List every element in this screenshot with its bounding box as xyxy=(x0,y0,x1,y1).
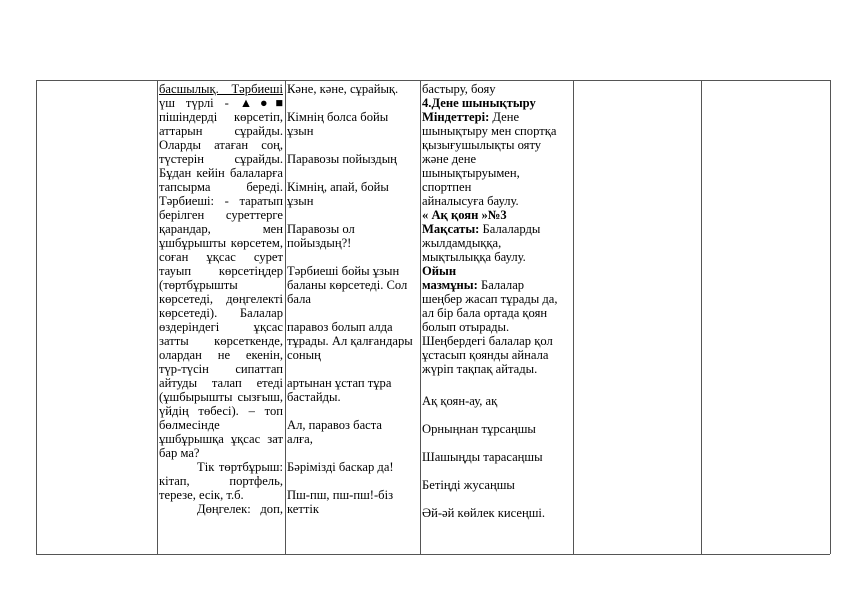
text-line: берілген суреттерге xyxy=(159,208,283,222)
section-title: 4.Дене шынықтыру xyxy=(422,96,536,110)
text-line: затты көрсеткенде, xyxy=(159,334,283,348)
song-block xyxy=(287,82,418,96)
text-line: бала xyxy=(287,292,311,306)
text-line: Пш-пш, пш-пш!-біз xyxy=(287,488,394,502)
text-line: Паравозы пойыздың xyxy=(287,152,397,166)
tasks-text: Дене xyxy=(489,110,520,124)
tasks-line: және дене xyxy=(422,152,477,166)
table-col-border xyxy=(573,80,574,554)
goal-line: жылдамдыққа, xyxy=(422,236,502,250)
game-title: « Ақ қоян »№3 xyxy=(422,208,507,222)
text-line: бөлмесінде xyxy=(159,418,220,432)
text-line: Бәрімізді баскар да! xyxy=(287,460,394,474)
text-line: (ұшбырышты сызғыш, xyxy=(159,390,283,404)
text-line: бар ма? xyxy=(159,446,200,460)
text-line: пойыздың?! xyxy=(287,236,352,250)
text-line: Тік төртбұрыш: xyxy=(197,460,283,474)
text-line: Бұдан кейін балаларға xyxy=(159,166,283,180)
text-line: соған ұқсас сурет xyxy=(159,250,283,264)
text-line: Кімнің, апай, бойы xyxy=(287,180,389,194)
text-line: баланы көрсетеді. Сол xyxy=(287,278,408,292)
text-line: олардан не екенін, xyxy=(159,348,283,362)
song-block xyxy=(287,460,418,474)
text-line: тауып көрсетіңдер xyxy=(159,264,283,278)
text-line: ұшбұрышты көрсетем, xyxy=(159,236,283,250)
game-label: Ойын xyxy=(422,264,457,278)
table-col-border xyxy=(36,80,37,554)
poem-line: Әй-әй көйлек кисеңші. xyxy=(422,506,546,520)
content-line: шеңбер жасап тұрады да, xyxy=(422,292,558,306)
text-line: көрсетеді). Балалар xyxy=(159,306,283,320)
text-line: алға, xyxy=(287,432,313,446)
text-line: түр-түсін сипаттап xyxy=(159,362,283,376)
song-block xyxy=(287,222,418,250)
text-line: терезе, есік, т.б. xyxy=(159,488,244,502)
text-line: паравоз болып алда xyxy=(287,320,393,334)
song-block xyxy=(287,110,418,138)
intro-text: бастыру, бояу xyxy=(422,82,496,96)
column-1-cell xyxy=(159,82,283,516)
poem-line: Бетіңді жусаңшы xyxy=(422,478,515,492)
content-line: ұстасып қоянды айнала xyxy=(422,348,549,362)
text-line: Тәрбиеші бойы ұзын xyxy=(287,264,400,278)
text-line: пішіндерді көрсетіп, xyxy=(159,110,283,124)
table-col-border xyxy=(420,80,421,554)
table-top-border xyxy=(36,80,830,81)
content-text: Балалар xyxy=(477,278,525,292)
text-line: басшылық. Тәрбиеші xyxy=(159,82,283,96)
song-block xyxy=(287,320,418,362)
column-3-cell xyxy=(422,82,572,534)
song-block xyxy=(287,152,418,166)
content-label: мазмұны: xyxy=(422,278,478,292)
text-line: Ал, паравоз баста xyxy=(287,418,383,432)
text-line: көрсетеді, дөңгелекті xyxy=(159,292,283,306)
table-bottom-border xyxy=(36,554,830,555)
content-line: болып отырады. xyxy=(422,320,510,334)
text-line: бастайды. xyxy=(287,390,341,404)
goal-text: Балаларды xyxy=(479,222,541,236)
text-line: артынан ұстап тұра xyxy=(287,376,392,390)
text-line: түстерін сұрайды. xyxy=(159,152,283,166)
content-line: ал бір бала ортада қоян xyxy=(422,306,548,320)
tasks-label: Міндеттері: xyxy=(422,110,490,124)
song-block xyxy=(287,488,418,516)
text-line: ұзын xyxy=(287,194,314,208)
text-line: аттарын сұрайды. xyxy=(159,124,283,138)
text-line: айтуды талап етеді xyxy=(159,376,283,390)
song-block xyxy=(287,180,418,208)
text-line: кеттік xyxy=(287,502,320,516)
text-line: кітап, портфель, xyxy=(159,474,283,488)
song-block xyxy=(287,418,418,446)
text-line: Паравозы ол xyxy=(287,222,355,236)
text-line: Кәне, кәне, сұрайық. xyxy=(287,82,399,96)
column-2-cell xyxy=(287,82,418,530)
song-block xyxy=(287,264,418,306)
tasks-line: шынықтыру мен спортқа xyxy=(422,124,557,138)
table-col-border xyxy=(701,80,702,554)
tasks-line: шынықтыруымен, спортпен xyxy=(422,166,520,194)
text-line: соның xyxy=(287,348,321,362)
table-col-border xyxy=(285,80,286,554)
tasks-line: қызығушылықты ояту xyxy=(422,138,542,152)
text-line: ұзын xyxy=(287,124,314,138)
text-line: тұрады. Ал қалғандары xyxy=(287,334,413,348)
text-line: Дөңгелек: доп, xyxy=(197,502,283,516)
text-line: Тәрбиеші: - таратып xyxy=(159,194,283,208)
text-line: өздеріндегі ұқсас xyxy=(159,320,283,334)
text-line: (төртбұрышты xyxy=(159,278,238,292)
text-line: үйдің төбесі). – топ xyxy=(159,404,283,418)
table-col-border xyxy=(157,80,158,554)
goal-line: мықтылыққа баулу. xyxy=(422,250,526,264)
text-line: қарандар, мен xyxy=(159,222,283,236)
text-line: Кімнің болса бойы xyxy=(287,110,389,124)
poem-line: Орныңнан тұрсаңшы xyxy=(422,422,536,436)
tasks-line: айналысуға баулу. xyxy=(422,194,519,208)
text-line: үш түрлі - ▲●■ xyxy=(159,96,283,110)
content-line: Шеңбердегі балалар қол xyxy=(422,334,553,348)
poem-line: Ақ қоян-ау, ақ xyxy=(422,394,498,408)
text-line: тапсырма береді. xyxy=(159,180,283,194)
table-col-border xyxy=(830,80,831,554)
poem-line: Шашыңды тарасаңшы xyxy=(422,450,543,464)
goal-label: Мақсаты: xyxy=(422,222,480,236)
text-line: Оларды атаған соң, xyxy=(159,138,283,152)
content-line: жүріп тақпақ айтады. xyxy=(422,362,538,376)
song-block xyxy=(287,376,418,404)
text-line: ұшбұрышқа ұқсас зат xyxy=(159,432,283,446)
